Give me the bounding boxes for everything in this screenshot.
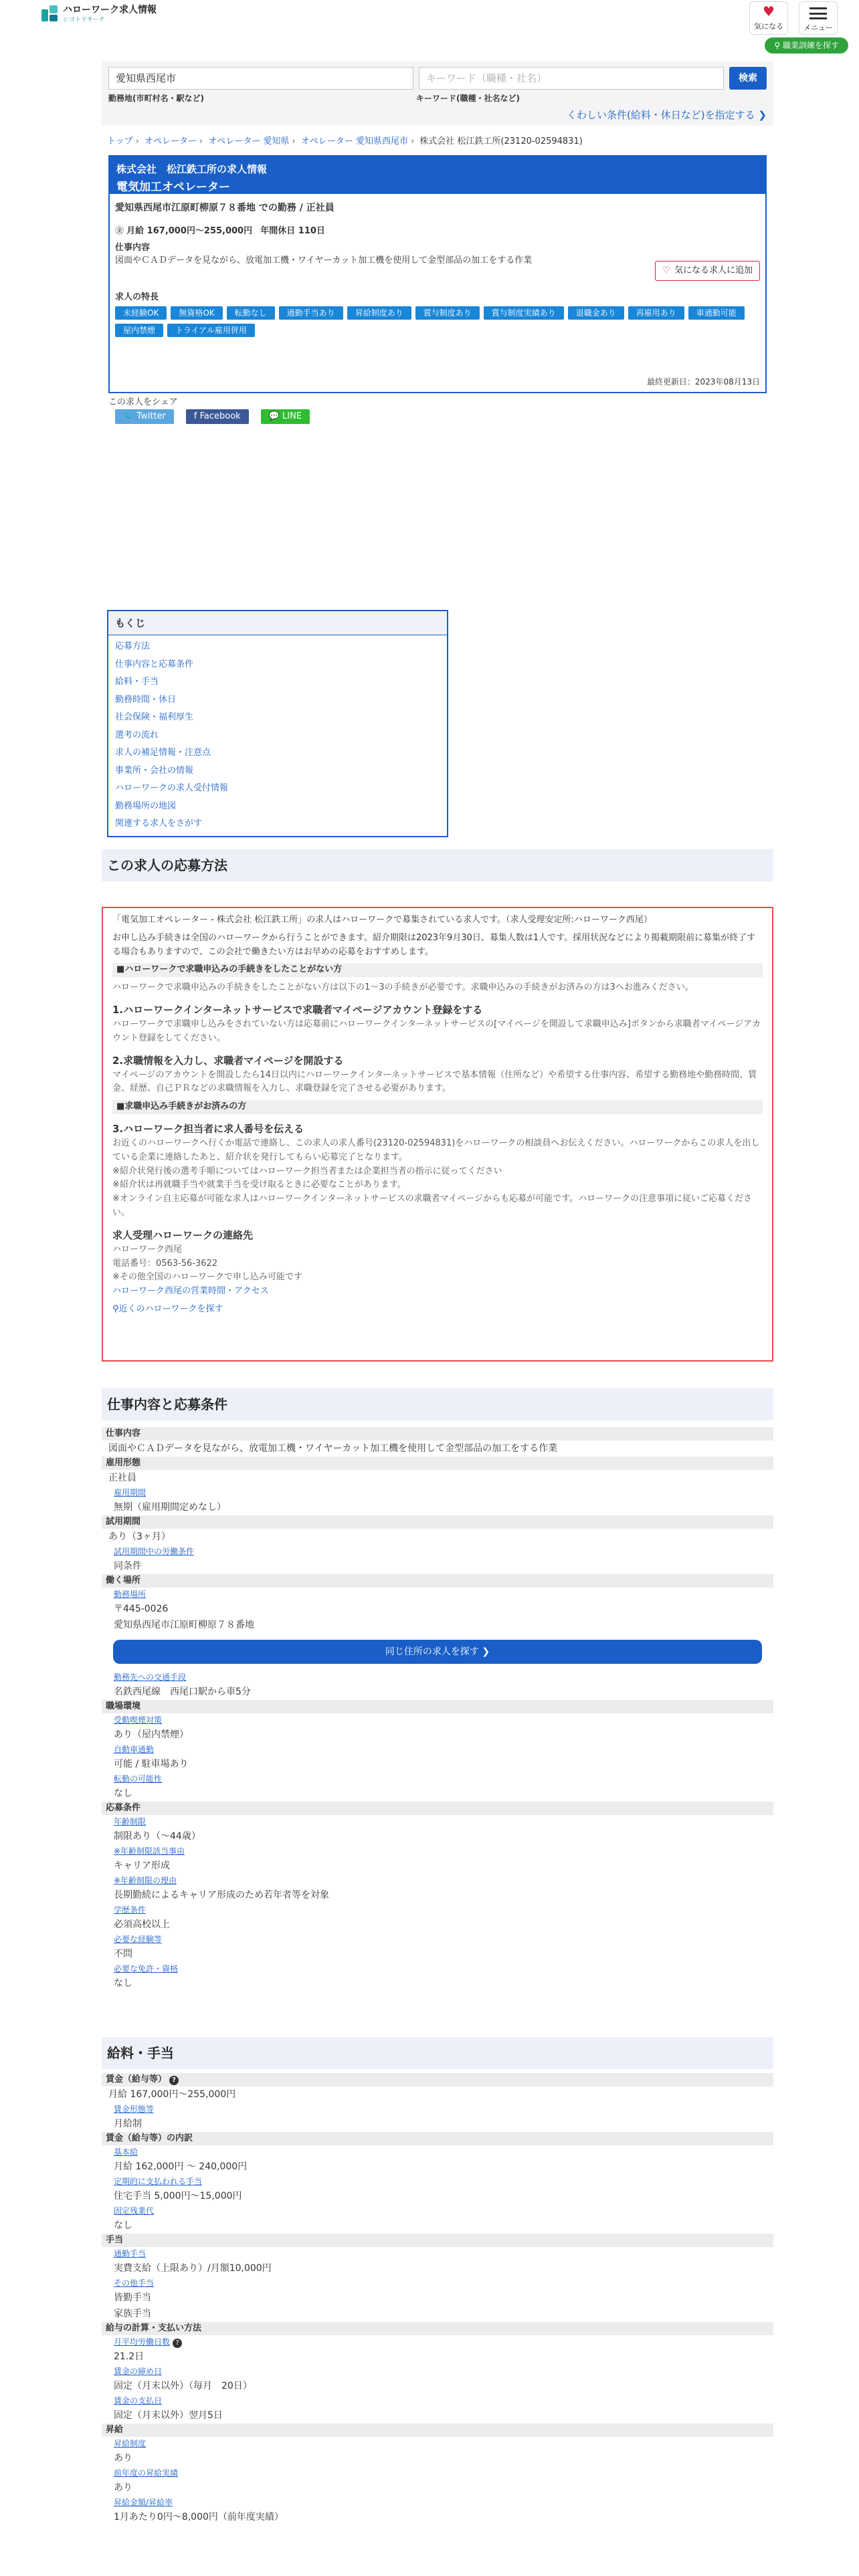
logo-subtitle: シゴトリサーチ bbox=[63, 17, 105, 24]
row-key[interactable]: 勤務先への交通手段 bbox=[114, 1673, 187, 1682]
line-share-label: LINE bbox=[282, 411, 302, 421]
row-value: 愛知県西尾市江原町柳原７８番地 bbox=[114, 1620, 254, 1630]
row-label: 応募条件 bbox=[102, 1802, 773, 1815]
row-value: 〒445-0026 bbox=[114, 1604, 169, 1614]
feature-tag[interactable]: 昇給制度あり bbox=[347, 306, 411, 320]
feature-tag[interactable]: 転勤なし bbox=[227, 306, 275, 320]
toc-item[interactable]: 仕事内容と応募条件 bbox=[115, 659, 194, 669]
help-icon[interactable]: ? bbox=[169, 2076, 179, 2085]
apply-subheading-registered: ■求職申込み手続きがお済みの方 bbox=[112, 1100, 763, 1114]
toc-item[interactable]: 選考の流れ bbox=[115, 730, 159, 740]
apply-step-1: 1.ハローワークインターネットサービスで求職者マイページアカウント登録をする bbox=[112, 1003, 483, 1016]
row-key[interactable]: 前年度の昇給実績 bbox=[114, 2468, 179, 2478]
last-updated: 最終更新日：2023年08月13日 bbox=[646, 377, 760, 387]
row-key[interactable]: 雇用期間 bbox=[114, 1488, 147, 1497]
apply-new-text: ハローワークで求職申込みの手続きをしたことがない方は以下の1〜3の手続きが必要です。求職申込みの手続きがお済みの方は3へお進みください。 bbox=[112, 982, 694, 993]
row-label: 働く場所 bbox=[102, 1574, 773, 1588]
row-key[interactable]: 必要な免許・資格 bbox=[114, 1964, 179, 1973]
row-value: あり bbox=[114, 2482, 132, 2493]
toc-item[interactable]: 事業所・会社の情報 bbox=[115, 765, 194, 776]
breadcrumb-item[interactable]: オペレーター bbox=[144, 136, 197, 146]
search-area bbox=[102, 62, 773, 126]
row-key[interactable]: 試用期間中の労働条件 bbox=[114, 1547, 195, 1556]
feature-tag[interactable]: 賞与制度あり bbox=[415, 306, 480, 320]
row-key[interactable]: 通勤手当 bbox=[114, 2249, 147, 2258]
same-address-jobs-button[interactable]: 同じ住所の求人を探す ❯ bbox=[113, 1640, 762, 1664]
toc-item[interactable]: 勤務場所の地図 bbox=[115, 800, 177, 811]
row-value: 長期勤続によるキャリア形成のため若年者等を対象 bbox=[114, 1890, 329, 1901]
row-value: 固定（月末以外）翌月5日 bbox=[114, 2410, 223, 2421]
apply-step-1-text: ハローワークで求職申し込みをされていない方は応募前にハローワークインターネットサービスの[マイページを開設して求職申込み]ボタンから求職者マイページアカウント登録をしてください。 bbox=[112, 1018, 761, 1043]
detailed-search-link[interactable]: くわしい条件(給料・休日など)を指定する ❯ bbox=[566, 109, 767, 121]
row-value: キャリア形成 bbox=[114, 1860, 170, 1871]
row-key[interactable]: 昇給金額/昇給率 bbox=[114, 2498, 173, 2507]
row-value: 実費支給（上限あり）/月額10,000円 bbox=[114, 2263, 272, 2274]
apply-subheading-new: ■ハローワークで求職申込みの手続きをしたことがない方 bbox=[112, 963, 763, 977]
row-label: 試用期間 bbox=[102, 1515, 773, 1529]
favorites-button[interactable] bbox=[749, 1, 788, 35]
row-label: 給与の計算・支払い方法 bbox=[102, 2322, 773, 2335]
row-key[interactable]: 固定残業代 bbox=[114, 2206, 155, 2216]
share-buttons bbox=[115, 409, 310, 424]
row-key[interactable]: 自動車通勤 bbox=[114, 1745, 155, 1754]
row-key[interactable]: 年齢制限 bbox=[114, 1817, 147, 1826]
breadcrumb-current: 株式会社 松江鉄工所(23120-02594831) bbox=[419, 136, 583, 146]
row-label: 雇用形態 bbox=[102, 1457, 773, 1470]
row-key[interactable]: 賃金形態等 bbox=[114, 2105, 155, 2114]
site-header bbox=[0, 0, 859, 59]
row-key-text: 月平均労働日数 bbox=[114, 2337, 171, 2347]
row-key[interactable]: 学歴条件 bbox=[114, 1905, 147, 1915]
row-value: 不問 bbox=[114, 1949, 132, 1959]
toc-item[interactable]: 関連する求人をさがす bbox=[115, 819, 203, 829]
row-key[interactable]: 必要な経験等 bbox=[114, 1935, 163, 1944]
apply-intro-1: 「電気加工オペレーター - 株式会社 松江鉄工所」の求人はハローワークで募集されている求人です。（求人受理安定所:ハローワーク西尾） bbox=[112, 915, 652, 925]
row-key[interactable]: 定期的に支払われる手当 bbox=[114, 2177, 203, 2186]
row-key[interactable]: ※年齢制限の理由 bbox=[114, 1876, 177, 1885]
row-value: 図面やＣＡＤデータを見ながら、放電加工機・ワイヤーカット加工機を使用して金型部品の加工をする作業 bbox=[108, 1443, 558, 1454]
row-label: 手当 bbox=[102, 2234, 773, 2247]
breadcrumb-item[interactable]: オペレーター 愛知県 bbox=[208, 136, 290, 146]
feature-tag[interactable]: トライアル雇用併用 bbox=[167, 324, 255, 337]
breadcrumb-item[interactable]: オペレーター 愛知県西尾市 bbox=[300, 136, 408, 146]
add-favorite-button[interactable] bbox=[655, 261, 760, 281]
apply-note: ※紹介状発行後の選考手順についてはハローワーク担当者または企業担当者の指示に従ってください bbox=[112, 1166, 502, 1176]
row-value: 家族手当 bbox=[114, 2309, 151, 2319]
row-value: 無期（雇用期間定めなし） bbox=[114, 1502, 226, 1513]
keyword-input[interactable]: キーワード（職種・社名） bbox=[419, 67, 724, 90]
row-value: あり（3ヶ月） bbox=[108, 1531, 171, 1542]
twitter-share-label: Twitter bbox=[136, 411, 166, 421]
salary-table bbox=[102, 2073, 773, 2525]
row-value: 可能 / 駐車場あり bbox=[114, 1759, 189, 1769]
training-search-button[interactable] bbox=[765, 37, 848, 53]
menu-label: メニュー bbox=[803, 23, 833, 32]
contact-phone: 電話番号：0563-56-3622 bbox=[112, 1258, 218, 1269]
twitter-share-button[interactable] bbox=[115, 409, 174, 424]
row-key[interactable]: 勤務場所 bbox=[114, 1590, 147, 1599]
breadcrumb: トップ › オペレーター › オペレーター 愛知県 › オペレーター 愛知県西尾市 › 株式会社 松江鉄工所(23120-02594831) bbox=[107, 136, 583, 146]
job-desc-heading: 仕事内容 bbox=[115, 243, 151, 253]
yen-icon: ㊎ bbox=[115, 226, 124, 236]
facebook-icon: f bbox=[193, 411, 200, 421]
heart-icon: ♥ bbox=[763, 3, 775, 19]
toc-item[interactable]: ハローワークの求人受付情報 bbox=[115, 783, 229, 793]
row-key[interactable]: その他手当 bbox=[114, 2278, 155, 2288]
keyword-input-label: キーワード(職種・社名など) bbox=[416, 94, 520, 103]
toc-item[interactable]: 給料・手当 bbox=[115, 677, 159, 687]
row-value: 制限あり（〜44歳） bbox=[114, 1831, 201, 1842]
search-icon: ⚲ bbox=[112, 1303, 119, 1314]
job-title: 電気加工オペレーター bbox=[116, 181, 230, 194]
row-value: なし bbox=[114, 1788, 132, 1799]
contact-note: ※その他全国のハローワークで申し込み可能です bbox=[112, 1272, 302, 1283]
apply-step-3: 3.ハローワーク担当者に求人番号を伝える bbox=[112, 1122, 304, 1135]
location-input[interactable]: 愛知県西尾市 bbox=[108, 67, 413, 90]
row-key[interactable]: 昇給制度 bbox=[114, 2439, 147, 2448]
row-value: 同条件 bbox=[114, 1561, 142, 1572]
row-value: 皆勤手当 bbox=[114, 2292, 151, 2303]
search-icon: ⚲ bbox=[774, 41, 783, 50]
job-description: 図面やＣＡＤデータを見ながら、放電加工機・ワイヤーカット加工機を使用して金型部品の加工をする作業 bbox=[115, 255, 533, 265]
apply-step-2: 2.求職情報を入力し、求職者マイページを開設する bbox=[112, 1054, 344, 1067]
apply-note: ※オンライン自主応募が可能な求人はハローワークインターネットサービスの求職者マイページからも応募が可能です。ハローワークの注意事項に従いご応募ください。 bbox=[112, 1194, 753, 1218]
feature-tag[interactable]: 通勤手当あり bbox=[279, 306, 343, 320]
apply-step-2-text: マイページのアカウントを開設したら14日以内にハローワークインターネットサービスで基本情報（住所など）や希望する仕事内容、希望する勤務地や勤務時間、賃金、経歴、自己ＰＲなどの求職情報を入力し、求職登録を完了させる必要があります。 bbox=[112, 1069, 757, 1094]
hamburger-icon bbox=[809, 7, 827, 19]
row-label: 職場環境 bbox=[102, 1700, 773, 1713]
search-button[interactable]: 検索 bbox=[729, 67, 767, 90]
menu-button[interactable] bbox=[799, 1, 838, 35]
feature-tag[interactable]: 再雇用あり bbox=[628, 306, 684, 320]
row-key[interactable]: 基本給 bbox=[114, 2147, 138, 2157]
row-value: 住宅手当 5,000円〜15,000円 bbox=[114, 2191, 242, 2202]
job-summary-card bbox=[108, 155, 767, 421]
contact-access-link[interactable]: ハローワーク西尾の営業時間・アクセス bbox=[112, 1286, 269, 1297]
training-search-label: 職業訓練を探す bbox=[782, 41, 839, 50]
row-label: 昇給 bbox=[102, 2424, 773, 2437]
find-nearby-office-label: 近くのハローワークを探す bbox=[118, 1303, 223, 1314]
row-value: 必須高校以上 bbox=[114, 1919, 170, 1930]
conditions-table bbox=[102, 1427, 773, 1992]
job-salary: 月給 167,000円〜255,000円 bbox=[126, 226, 253, 236]
conditions-heading: 仕事内容と応募条件 bbox=[102, 1388, 773, 1420]
job-holidays: 年間休日 110日 bbox=[260, 226, 325, 236]
apply-heading: この求人の応募方法 bbox=[102, 849, 773, 881]
feature-tag[interactable]: 無資格OK bbox=[171, 306, 222, 320]
row-value: 月給 167,000円〜255,000円 bbox=[108, 2089, 236, 2100]
add-favorite-label: 気になる求人に追加 bbox=[674, 265, 753, 276]
logo-title: ハローワーク求人情報 bbox=[63, 5, 157, 15]
row-value: 21.2日 bbox=[114, 2351, 145, 2362]
row-label-text: 賃金（給与等） bbox=[106, 2074, 167, 2084]
line-icon: 💬 bbox=[268, 411, 283, 421]
row-value: あり bbox=[114, 2453, 132, 2464]
row-key[interactable]: 転勤の可能性 bbox=[114, 1774, 163, 1784]
row-label: 賃金（給与等）の内訳 bbox=[102, 2132, 773, 2145]
favorites-label: 気になる bbox=[754, 22, 783, 31]
toc-item[interactable]: 勤務時間・休日 bbox=[115, 694, 177, 705]
row-value: 月給制 bbox=[114, 2119, 142, 2129]
help-icon[interactable]: ? bbox=[173, 2339, 182, 2348]
line-share-button[interactable] bbox=[261, 409, 310, 424]
contact-heading: 求人受理ハローワークの連絡先 bbox=[112, 1228, 254, 1241]
row-key[interactable]: ※年齢制限該当事由 bbox=[114, 1846, 185, 1856]
toc-heading: もくじ bbox=[108, 611, 447, 635]
row-value: 固定（月末以外）（毎月 20日） bbox=[114, 2381, 252, 2391]
row-value: 名鉄西尾線 西尾口駅から車5分 bbox=[114, 1687, 251, 1697]
find-nearby-office-link[interactable] bbox=[112, 1303, 763, 1317]
row-key[interactable]: 賃金の支払日 bbox=[114, 2396, 163, 2405]
row-value: 正社員 bbox=[108, 1473, 136, 1483]
row-value: 月給 162,000円 〜 240,000円 bbox=[114, 2161, 248, 2172]
logo-mark-icon bbox=[41, 5, 59, 23]
feature-tag[interactable]: 車通勤可能 bbox=[688, 306, 745, 320]
row-value: なし bbox=[114, 2220, 132, 2231]
row-label bbox=[102, 2073, 773, 2086]
apply-step-3-text: お近くのハローワークへ行くか電話で連絡し、この求人の求人番号(23120-02594831)をハローワークの相談員へお伝えください。ハローワークからこの求人を出している企業に連絡したあと、紹介状を発行してもらい応募完了となります。 bbox=[112, 1138, 760, 1162]
table-of-contents bbox=[107, 610, 448, 837]
toc-item[interactable]: 応募方法 bbox=[115, 641, 151, 651]
apply-intro-2: お申し込み手続きは全国のハローワークから行うことができます。紹介期限は2023年9月30日、募集人数は1人です。採用状況などにより掲載期限前に募集が終了する場合もありますので、この会社で働きたい方はお早めの応募をおすすめします。 bbox=[112, 932, 756, 957]
row-value: 1月あたり0円〜8,000円（前年度実績） bbox=[114, 2512, 284, 2523]
row-key[interactable]: 受動喫煙対策 bbox=[114, 1715, 163, 1725]
feature-tag[interactable]: 屋内禁煙 bbox=[115, 324, 163, 337]
facebook-share-label: Facebook bbox=[199, 411, 241, 421]
toc-item[interactable]: 求人の補足情報・注意点 bbox=[115, 748, 211, 758]
apply-box bbox=[102, 907, 773, 1362]
contact-name: ハローワーク西尾 bbox=[112, 1244, 183, 1255]
row-key[interactable]: 賃金の締め日 bbox=[114, 2367, 163, 2376]
feature-tags bbox=[115, 306, 757, 337]
toc-item[interactable]: 社会保険・福利厚生 bbox=[115, 712, 194, 722]
row-value: なし bbox=[114, 1978, 132, 1989]
heart-outline-icon: ♡ bbox=[662, 265, 670, 276]
features-heading: 求人の特長 bbox=[115, 292, 159, 302]
share-label: この求人をシェア bbox=[108, 397, 178, 407]
company-name: 株式会社 松江鉄工所の求人情報 bbox=[116, 163, 268, 175]
facebook-share-button[interactable] bbox=[186, 409, 249, 424]
job-address: 愛知県西尾市江原町柳原７８番地 での勤務 / 正社員 bbox=[115, 203, 335, 213]
breadcrumb-item[interactable]: トップ bbox=[107, 136, 133, 146]
apply-note: ※紹介状は再就職手当や就業手当を受け取るときに必要なことがあります。 bbox=[112, 1180, 406, 1190]
twitter-icon: 🐦 bbox=[123, 411, 137, 421]
feature-tag[interactable]: 退職金あり bbox=[568, 306, 624, 320]
row-label: 仕事内容 bbox=[102, 1427, 773, 1440]
salary-heading: 給料・手当 bbox=[102, 2037, 773, 2069]
row-key[interactable] bbox=[102, 2335, 773, 2349]
location-input-label: 勤務地(市町村名・駅など) bbox=[108, 94, 204, 103]
feature-tag[interactable]: 未経験OK bbox=[115, 306, 167, 320]
row-value: あり（屋内禁煙） bbox=[114, 1729, 189, 1740]
feature-tag[interactable]: 賞与制度実績あり bbox=[484, 306, 564, 320]
site-logo[interactable] bbox=[41, 5, 157, 24]
